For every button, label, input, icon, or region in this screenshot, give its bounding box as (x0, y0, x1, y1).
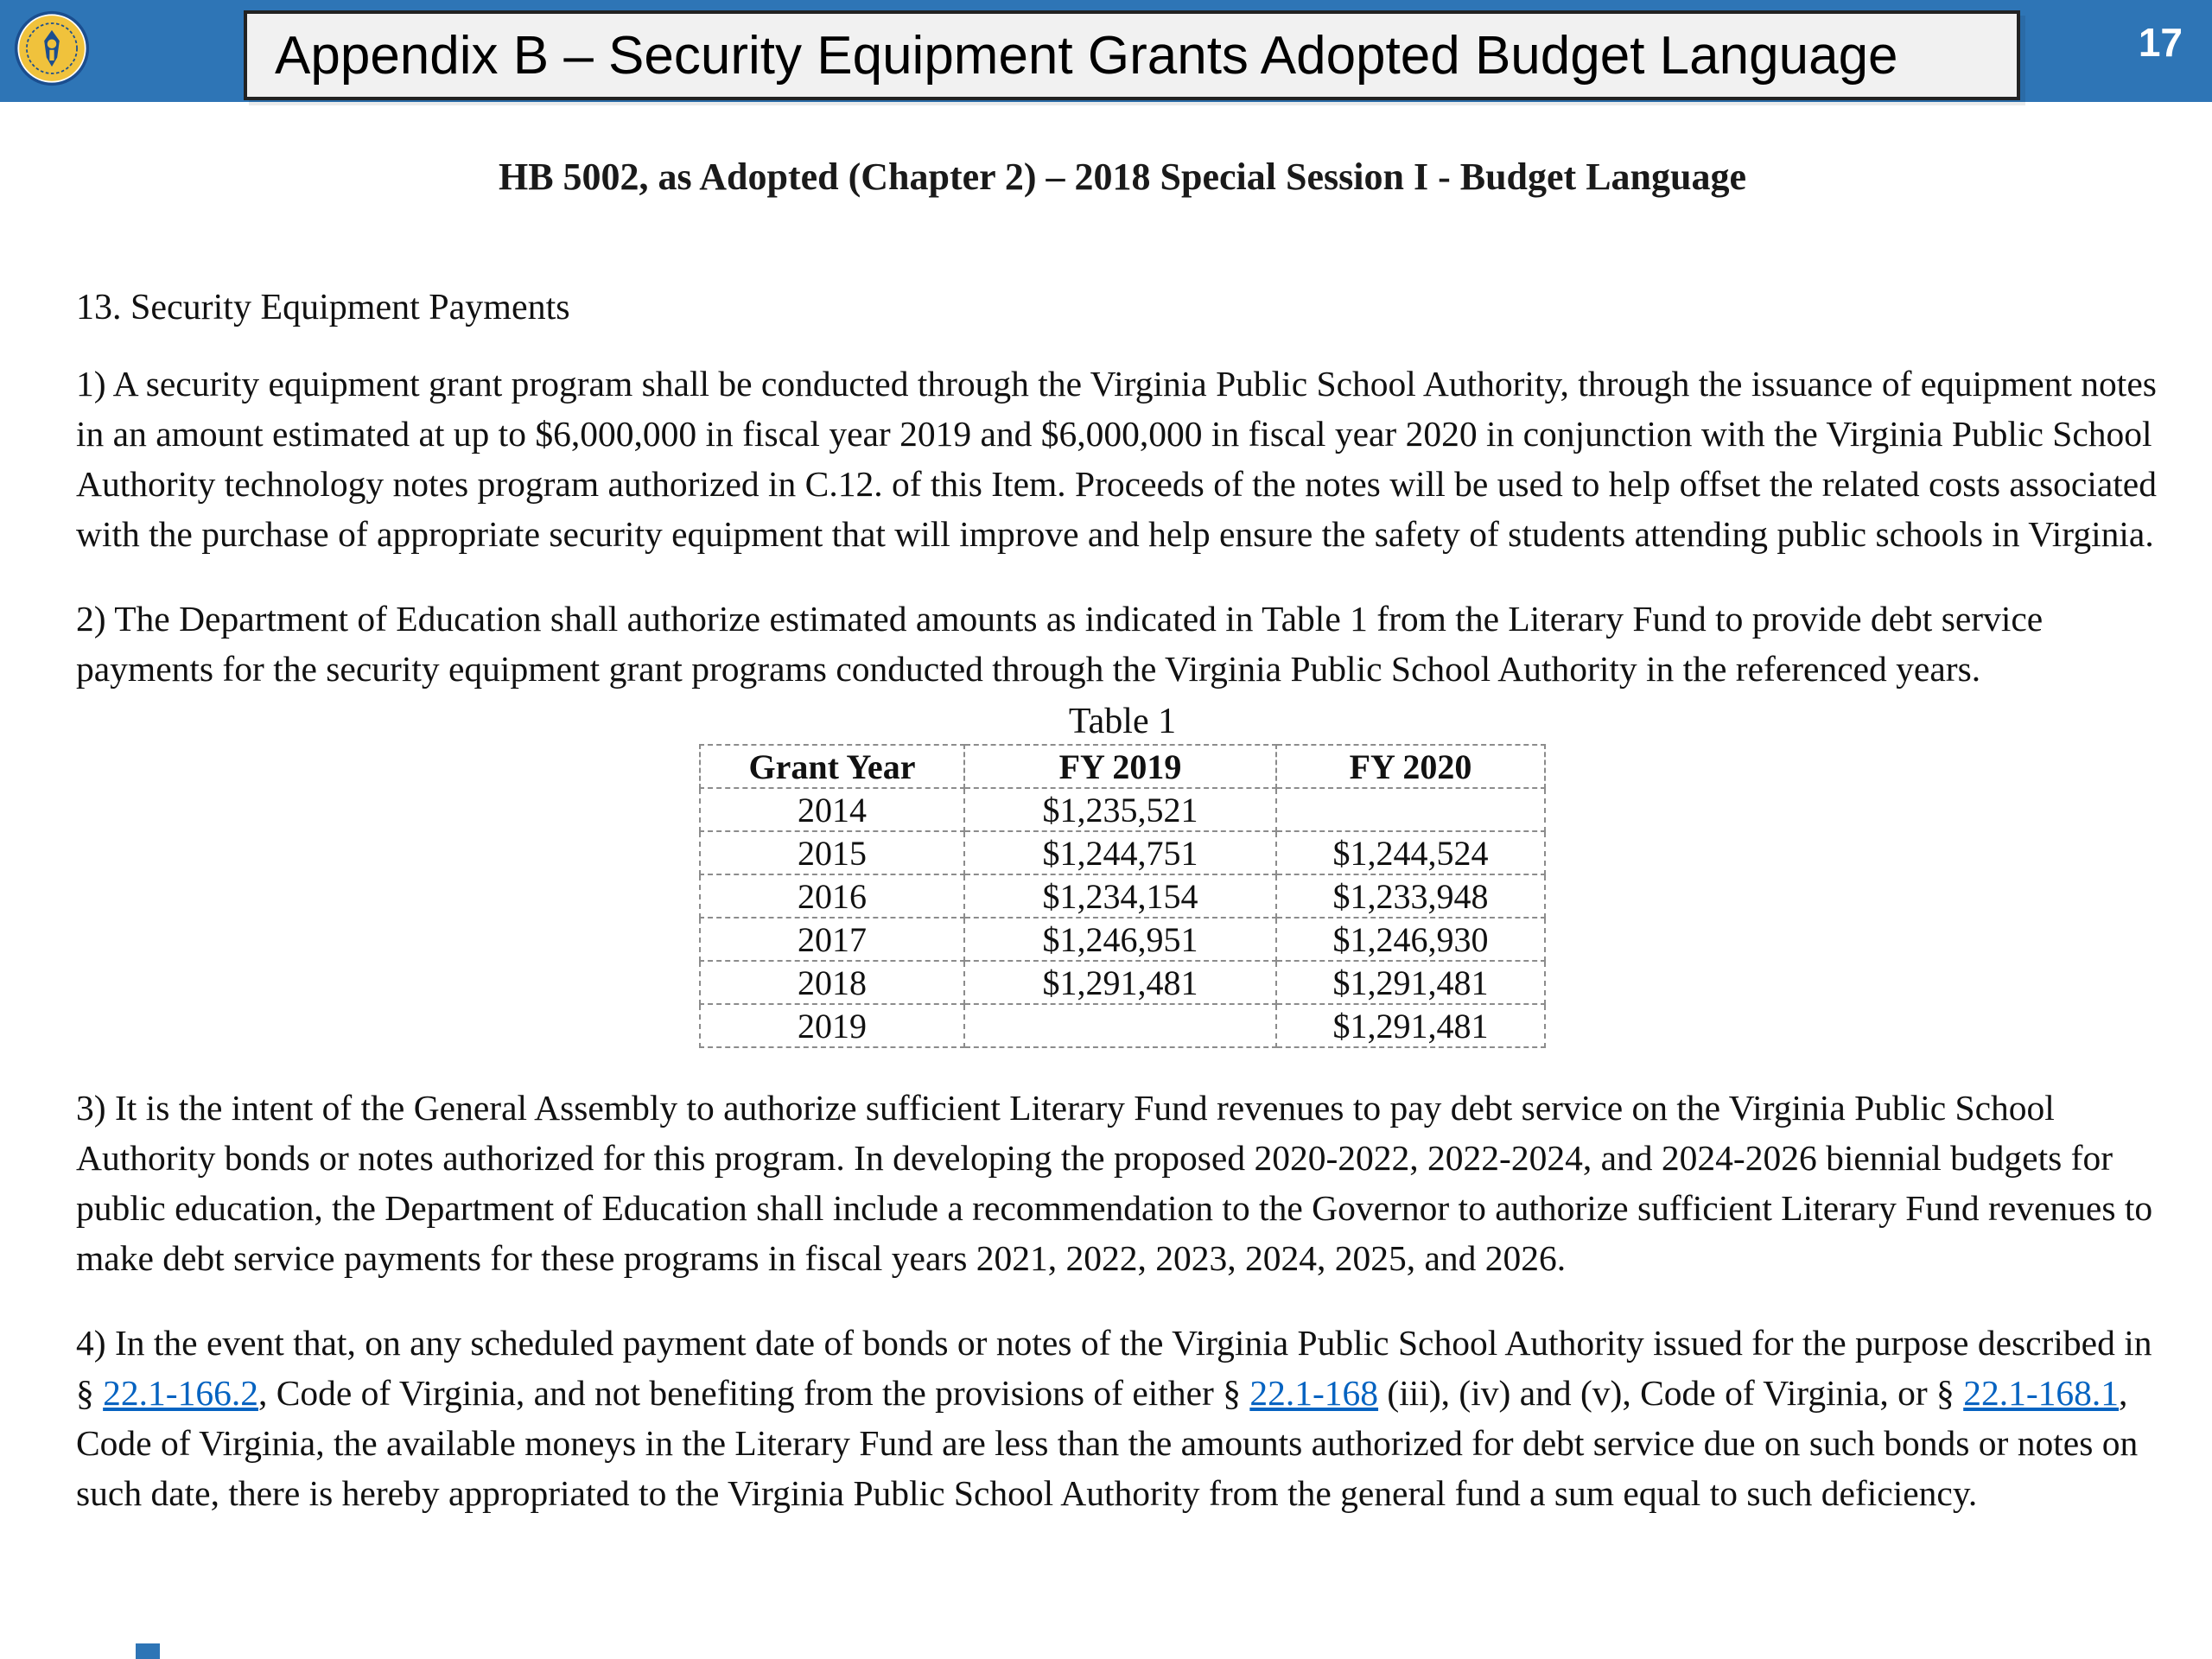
slide-title: Appendix B – Security Equipment Grants Adopted Budget Language (275, 25, 1898, 86)
table-section (76, 701, 2169, 1048)
grant-year-cell: 2018 (700, 961, 964, 1004)
fy2020-cell: $1,291,481 (1276, 961, 1545, 1004)
document-body (76, 154, 2169, 1553)
table-header-row (700, 745, 1545, 788)
table-row (700, 788, 1545, 831)
grant-payments-table (699, 744, 1546, 1048)
fy2020-cell: $1,246,930 (1276, 918, 1545, 961)
table-caption: Table 1 (1068, 702, 1177, 741)
fy2020-cell (1276, 788, 1545, 831)
section-heading: 13. Security Equipment Payments (76, 288, 570, 327)
grant-year-cell: 2019 (700, 1004, 964, 1047)
grant-year-cell: 2016 (700, 874, 964, 918)
paragraph-4-text: , Code of Virginia, and not benefiting from the provisions of either § (257, 1373, 1250, 1413)
paragraph-4-text: 4) In the event that, on any scheduled payment date of bonds or notes of the Virginia Public School Authority issued for the purpose described in § (76, 1323, 2152, 1413)
table-row (700, 874, 1545, 918)
fy2020-cell: $1,244,524 (1276, 831, 1545, 874)
paragraph-1: 1) A security equipment grant program shall be conducted through the Virginia Public School Authority, through the issuance of equipment notes in an amount estimated at up to $6,000,000 in fiscal year 2019 and $6,000,000 in fiscal year 2020 in conjunction with the Virginia Public School Authority technology notes program authorized in C.12. of this Item. Proceeds of the notes will be used to help offset the related costs associated with the purchase of appropriate security equipment that will improve and help ensure the safety of students attending public schools in Virginia. (76, 364, 2157, 554)
column-header-fy2020: FY 2020 (1276, 745, 1545, 788)
paragraph-4-text: , Code of Virginia, the available moneys in the Literary Fund are less than the amounts authorized for debt service due on such bonds or notes on such date, there is hereby appropriated to the Virginia Public School Authority from the general fund a sum equal to such deficiency. (76, 1373, 2139, 1513)
fy2019-cell: $1,234,154 (964, 874, 1276, 918)
column-header-fy2019: FY 2019 (964, 745, 1276, 788)
fy2019-cell: $1,246,951 (964, 918, 1276, 961)
paragraph-3: 3) It is the intent of the General Assembly to authorize sufficient Literary Fund revenues to pay debt service on the Virginia Public School Authority bonds or notes authorized for this program. In developing the proposed 2020-2022, 2022-2024, and 2024-2026 biennial budgets for public education, the Department of Education shall include a recommendation to the Governor to authorize sufficient Literary Fund revenues to make debt service payments for these programs in fiscal years 2021, 2022, 2023, 2024, 2025, and 2026. (76, 1088, 2153, 1278)
fy2019-cell: $1,235,521 (964, 788, 1276, 831)
paragraph-4-text: (iii), (iv) and (v), Code of Virginia, or § (1378, 1373, 1964, 1413)
table-row (700, 831, 1545, 874)
code-link-22-1-168-1[interactable]: 22.1-168.1 (1963, 1373, 2120, 1413)
code-link-22-1-166-2[interactable]: 22.1-166.2 (103, 1373, 258, 1413)
table-row (700, 961, 1545, 1004)
slide-title-bar (244, 10, 2020, 100)
table-row (700, 1004, 1545, 1047)
document-heading: HB 5002, as Adopted (Chapter 2) – 2018 Special Session I - Budget Language (498, 156, 1747, 198)
paragraph-2: 2) The Department of Education shall authorize estimated amounts as indicated in Table 1 from the Literary Fund to provide debt service payments for the security equipment grant programs conducted through the Virginia Public School Authority in the referenced years. (76, 599, 2044, 689)
fy2020-cell: $1,233,948 (1276, 874, 1545, 918)
fy2019-cell (964, 1004, 1276, 1047)
column-header-grant-year: Grant Year (700, 745, 964, 788)
bottom-left-accent (136, 1643, 160, 1659)
grant-year-cell: 2014 (700, 788, 964, 831)
table-row (700, 918, 1545, 961)
paragraph-4 (76, 1318, 2169, 1518)
department-seal-icon (14, 10, 90, 86)
fy2019-cell: $1,291,481 (964, 961, 1276, 1004)
grant-year-cell: 2017 (700, 918, 964, 961)
code-link-22-1-168[interactable]: 22.1-168 (1249, 1373, 1379, 1413)
fy2019-cell: $1,244,751 (964, 831, 1276, 874)
grant-year-cell: 2015 (700, 831, 964, 874)
page-number: 17 (2138, 20, 2183, 65)
fy2020-cell: $1,291,481 (1276, 1004, 1545, 1047)
